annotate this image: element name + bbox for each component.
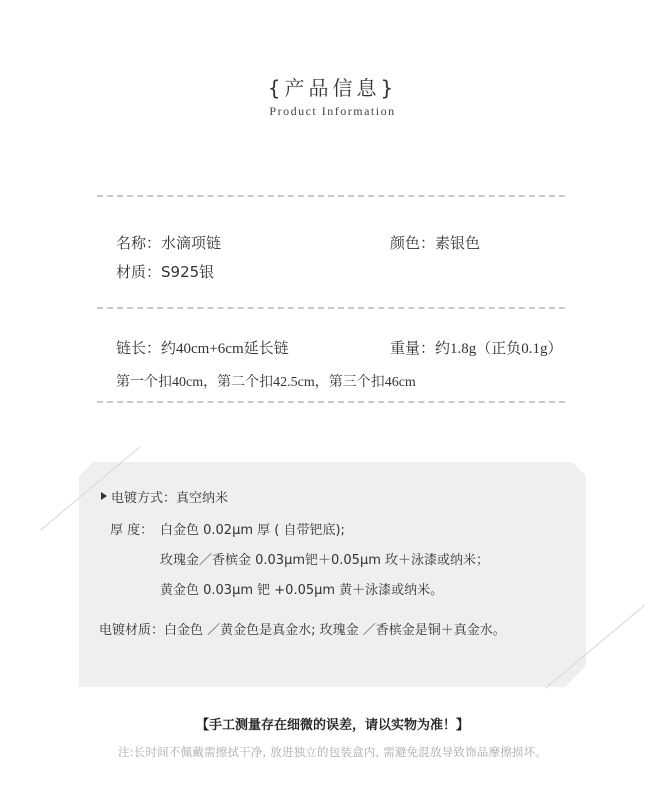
spec-chain-length [116, 337, 289, 358]
thickness-line: 玫瑰金／香槟金 0.03μm钯＋0.05μm 玫＋泳漆或纳米； [160, 553, 490, 568]
spec-weight-label: 重量： [390, 339, 436, 357]
plating-method: 电镀方式：真空纳米 [111, 491, 229, 506]
panel-corner [572, 462, 586, 476]
spec-chain-label: 链长： [116, 339, 162, 357]
thickness-line: 白金色 0.02μm 厚 ( 自带钯底); [160, 523, 345, 538]
spec-material [116, 261, 214, 282]
divider [97, 195, 565, 197]
spec-name-value: 水滴项链 [161, 234, 222, 252]
spec-chain-value: 约40cm+6cm延长链 [161, 341, 289, 357]
thickness-line: 黄金色 0.03μm 钯 +0.05μm 黄＋泳漆或纳米。 [160, 583, 444, 598]
spec-weight [390, 337, 563, 358]
divider [97, 307, 565, 309]
panel-corner [79, 462, 93, 476]
spec-material-label: 材质： [116, 263, 162, 281]
spec-name-label: 名称： [116, 234, 162, 252]
spec-color-label: 颜色： [390, 234, 436, 252]
divider [97, 401, 565, 403]
spec-color [390, 232, 480, 253]
thickness-label: 厚 度： [110, 523, 154, 538]
spec-color-value: 素银色 [435, 234, 481, 252]
bullet-arrow-icon [101, 492, 107, 500]
clasp-note: 第一个扣40cm，第二个扣42.5cm，第三个扣46cm [116, 375, 416, 390]
care-note: 注:长时间不佩戴需擦拭干净, 放进独立的包装盒内, 需避免混放导致饰品摩擦损坏。 [118, 745, 547, 759]
spec-name [116, 232, 221, 253]
section-title: {产品信息} [267, 76, 398, 100]
spec-material-value: S925银 [161, 263, 215, 281]
plating-material: 电镀材质：白金色 ／黄金色是真金水; 玫瑰金 ／香槟金是铜＋真金水。 [99, 623, 506, 638]
measurement-warning: 【手工测量存在细微的误差，请以实物为准！】 [195, 718, 469, 733]
section-subtitle: Product Information [269, 104, 396, 118]
spec-weight-value: 约1.8g（正负0.1g） [435, 341, 563, 357]
